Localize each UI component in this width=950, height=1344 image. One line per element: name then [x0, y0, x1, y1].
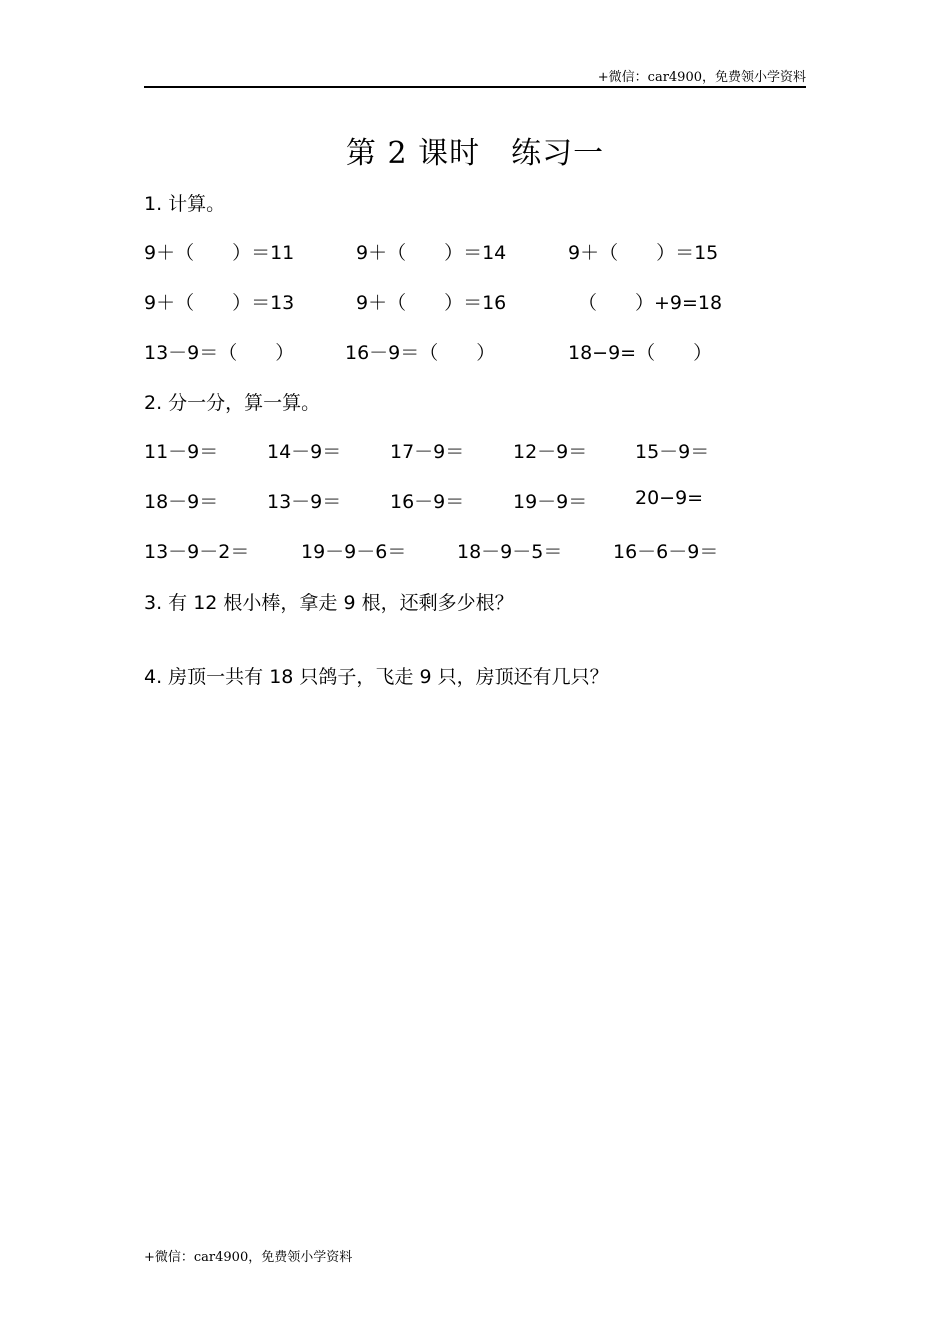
q2-item: 20−9=: [635, 487, 704, 509]
q4-text: 4. 房顶一共有 18 只鸽子，飞走 9 只，房顶还有几只？: [144, 666, 609, 688]
q2-item: 19－9－6＝: [301, 541, 407, 563]
q2-item: 16－9＝: [390, 491, 465, 513]
q1-item: 13－9＝（ ）: [144, 342, 295, 364]
q1-item: 9＋（ ）＝16: [356, 292, 507, 314]
q1-item: 9＋（ ）＝11: [144, 242, 295, 264]
q2-label: 2. 分一分，算一算。: [144, 392, 321, 414]
q2-item: 18－9－5＝: [457, 541, 563, 563]
header-note: +微信：car4900，免费领小学资料: [597, 70, 806, 85]
q1-item: 18−9=（ ）: [568, 342, 713, 364]
q1-item: 16－9＝（ ）: [345, 342, 496, 364]
q1-label: 1. 计算。: [144, 193, 226, 215]
q2-item: 19－9＝: [513, 491, 588, 513]
footer-note: +微信：car4900，免费领小学资料: [144, 1250, 353, 1265]
q2-item: 11－9＝: [144, 441, 219, 463]
q2-item: 17－9＝: [390, 441, 465, 463]
q2-item: 14－9＝: [267, 441, 342, 463]
q2-item: 15－9＝: [635, 441, 710, 463]
q2-item: 16－6－9＝: [613, 541, 719, 563]
q2-item: 13－9＝: [267, 491, 342, 513]
q2-item: 13－9－2＝: [144, 541, 250, 563]
q1-item: （ ）+9=18: [578, 292, 723, 314]
q3-text: 3. 有 12 根小棒，拿走 9 根，还剩多少根？: [144, 592, 514, 614]
q2-item: 18－9＝: [144, 491, 219, 513]
header-divider: [144, 86, 806, 88]
q1-item: 9＋（ ）＝14: [356, 242, 507, 264]
q1-item: 9＋（ ）＝13: [144, 292, 295, 314]
page-title: 第 2 课时 练习一: [345, 136, 605, 171]
q2-item: 12－9＝: [513, 441, 588, 463]
q1-item: 9＋（ ）＝15: [568, 242, 719, 264]
